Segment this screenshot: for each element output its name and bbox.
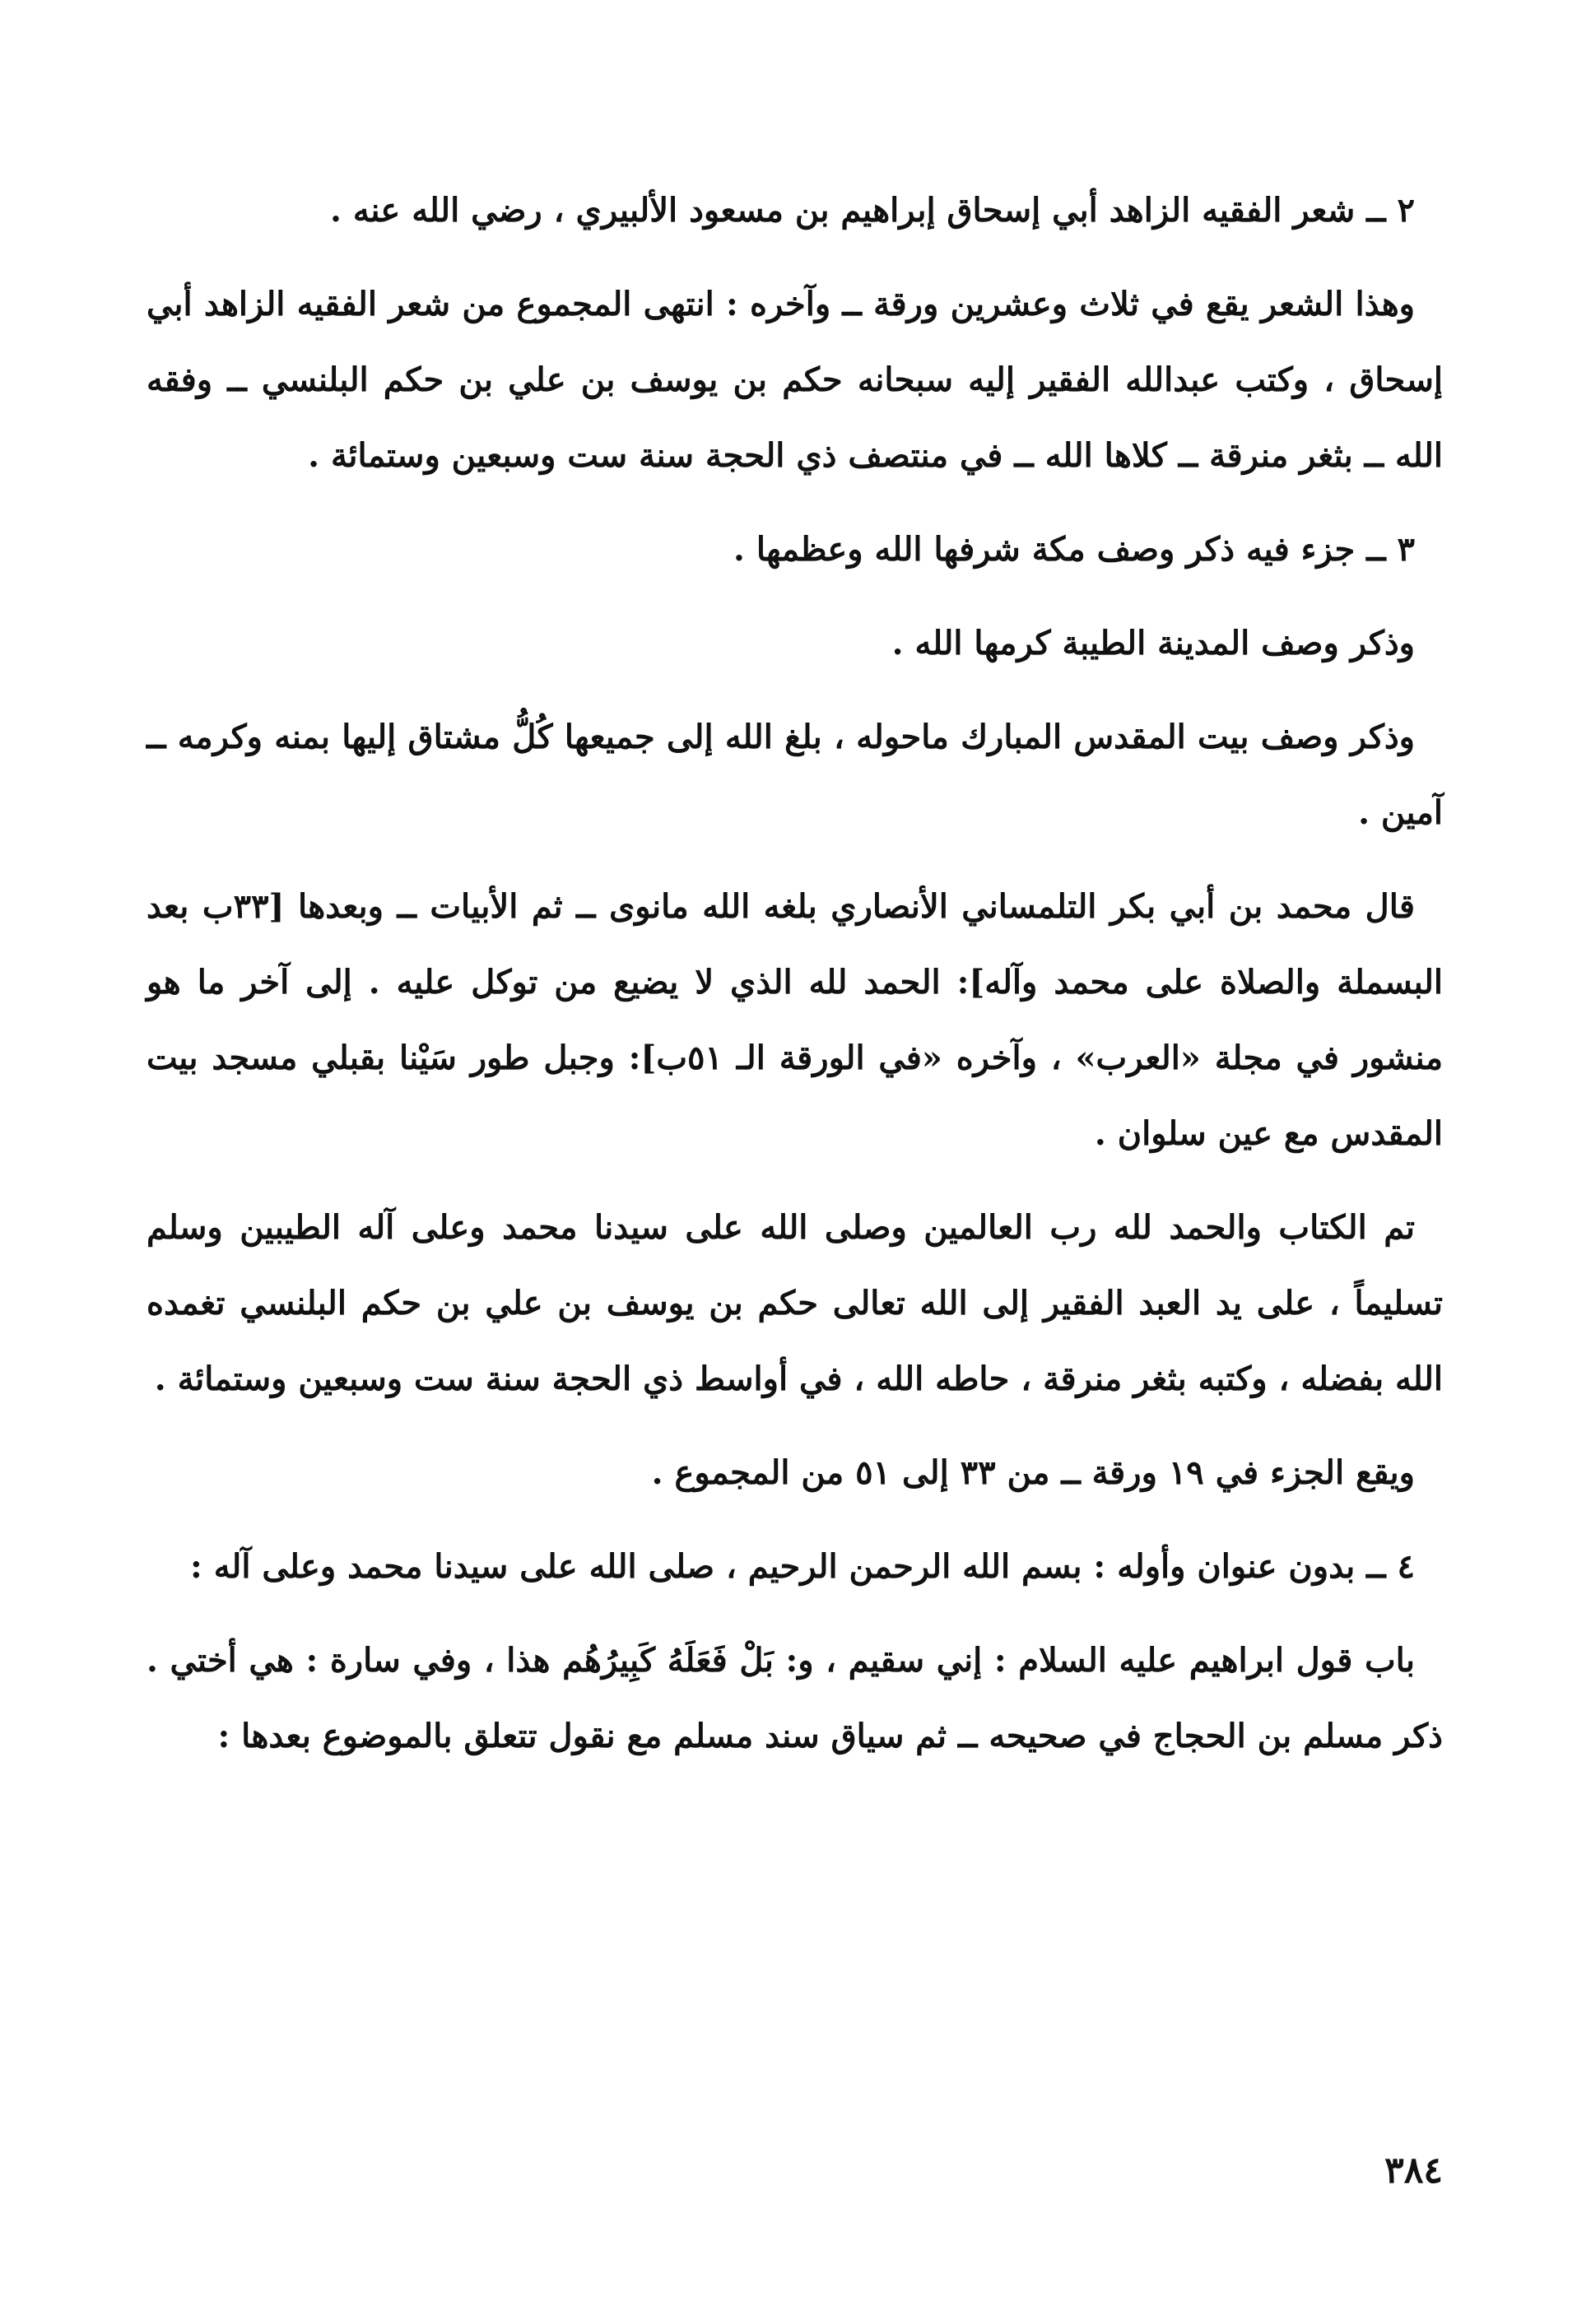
paragraph-item-4-title: ٤ ــ بدون عنوان وأوله : بسم الله الرحمن الرحيم ، صلى الله على سيدنا محمد وعلى آله :: [190, 1547, 1415, 1586]
paragraph-author-quote: قال محمد بن أبي بكر التلمساني الأنصاري بلغه الله مانوى ــ ثم الأبيات ــ وبعدها [٣٣ب بعد البسملة والصلاة على محمد وآله]: الحمد لله الذي لا يضيع من توكل عليه . إلى آخر ما هو منشور في مجلة «العرب» ، وآخره «في الورقة الـ ٥١ب]: وجبل طور سَيْنا بقبلي مسجد بيت المقدس مع عين سلوان .: [147, 887, 1444, 1153]
paragraph-colophon: تم الكتاب والحمد لله رب العالمين وصلى الله على سيدنا محمد وعلى آله الطيبين وسلم تسليماً ، على يد العبد الفقير إلى الله تعالى حكم بن يوسف بن علي بن حكم البلنسي تغمده الله بفضله ، وكتبه بثغر منرقة ، حاطه الله ، في أواسط ذي الحجة سنة ست وسبعين وستمائة .: [147, 1208, 1443, 1398]
paragraph-item-3-title: ٣ ــ جزء فيه ذكر وصف مكة شرفها الله وعظمها .: [733, 530, 1415, 569]
paragraph-item-2-description: وهذا الشعر يقع في ثلاث وعشرين ورقة ــ وآخره : انتهى المجموع من شعر الفقيه الزاهد أبي إسحاق ، وكتب عبدالله الفقير إليه سبحانه حكم بن يوسف بن علي بن حكم البلنسي ــ وفقه الله ــ بثغر منرقة ــ كلاها الله ــ في منتصف ذي الحجة سنة ست وسبعين وستمائة .: [147, 285, 1443, 475]
paragraph-folio-range: ويقع الجزء في ١٩ ورقة ــ من ٣٣ إلى ٥١ من المجموع .: [651, 1453, 1415, 1492]
paragraph-jerusalem: وذكر وصف بيت المقدس المبارك ماحوله ، بلغ الله إلى جميعها كُلُّ مشتاق إليها بمنه وكرمه ــ آمين .: [147, 718, 1443, 832]
document-body: [147, 173, 1443, 1792]
paragraph-ibrahim-chapter: باب قول ابراهيم عليه السلام : إني سقيم ، و: بَلْ فَعَلَهُ كَبِيرُهُم هذا ، وفي سارة : هي أختي . ذكر مسلم بن الحجاج في صحيحه ــ ثم سياق سند مسلم مع نقول تتعلق بالموضوع بعدها :: [147, 1641, 1443, 1755]
paragraph-medina: وذكر وصف المدينة الطيبة كرمها الله .: [891, 624, 1415, 662]
page-number: ٣٨٤: [1384, 2150, 1443, 2192]
paragraph-item-2-title: ٢ ــ شعر الفقيه الزاهد أبي إسحاق إبراهيم بن مسعود الألبيري ، رضي الله عنه .: [330, 191, 1415, 230]
